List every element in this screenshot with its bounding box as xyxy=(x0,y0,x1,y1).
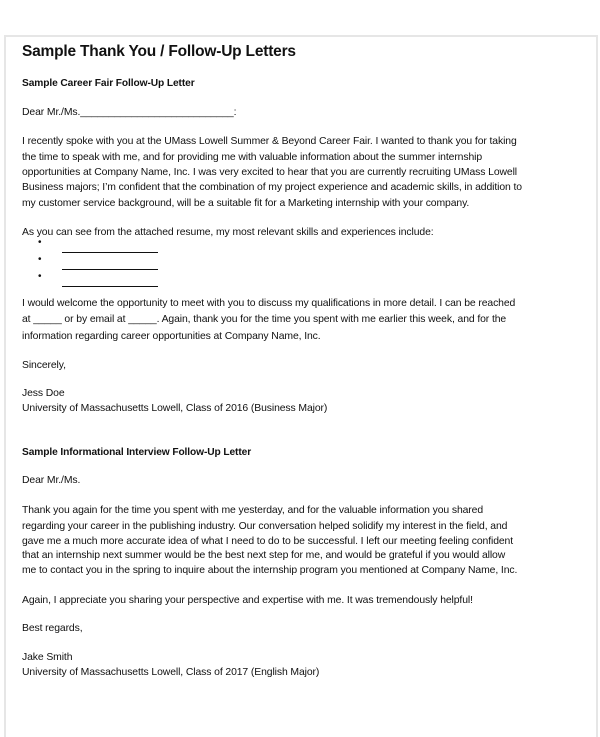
letter1-affiliation: University of Massachusetts Lowell, Class of 2016 (Business Major) xyxy=(22,403,328,414)
letter2-para1-line: me to contact you in the spring to inquire about the internship program you mentioned at Company Name, Inc. xyxy=(22,565,518,576)
bullet-icon: • xyxy=(38,254,42,265)
letter1-para1-line: I recently spoke with you at the UMass Lowell Summer & Beyond Career Fair. I wanted to thank you for taking xyxy=(22,136,517,147)
letter1-salutation: Dear Mr./Ms.___________________________: xyxy=(22,107,237,118)
letter2-para1-line: gave me a much more accurate idea of what I need to do to be successful. I left our meeting feeling confident xyxy=(22,536,514,547)
letter2-name: Jake Smith xyxy=(22,652,73,663)
letter2-para1-line: regarding your career in the publishing industry. Our conversation helped solidify my interest in the field, and xyxy=(22,521,508,532)
letter2-para1-line: that an internship next summer would be the best next step for me, and would be grateful if you would allow xyxy=(22,550,506,561)
letter1-para3-line: at _____ or by email at _____. Again, thank you for the time you spent with me earlier this week, and for the xyxy=(22,314,507,325)
letter2-affiliation: University of Massachusetts Lowell, Class of 2017 (English Major) xyxy=(22,667,320,678)
bullet-icon: • xyxy=(38,271,42,282)
blank-line xyxy=(62,269,158,270)
letter1-name: Jess Doe xyxy=(22,388,65,399)
letter1-para1-line: Business majors; I’m confident that the combination of my project experience and academic skills, in addition to xyxy=(22,182,522,193)
letter1-para3-line: information regarding career opportunities at Company Name, Inc. xyxy=(22,331,321,342)
document-title: Sample Thank You / Follow-Up Letters xyxy=(22,43,296,60)
letter2-para1-line: Thank you again for the time you spent with me yesterday, and for the valuable information you shared xyxy=(22,505,484,516)
letter1-para1-line: opportunities at Company Name, Inc. I was very excited to hear that you are currently recruiting UMass Lowell xyxy=(22,167,518,178)
letter2-salutation: Dear Mr./Ms. xyxy=(22,475,81,486)
blank-line xyxy=(62,252,158,253)
letter2-closing: Best regards, xyxy=(22,623,83,634)
letter1-para1-line: my customer service background, will be a suitable fit for a Marketing internship with your company. xyxy=(22,198,470,209)
letter2-heading: Sample Informational Interview Follow-Up Letter xyxy=(22,447,252,458)
letter1-para1-line: the time to speak with me, and for providing me with valuable information about the summer internship xyxy=(22,152,483,163)
letter1-para2: As you can see from the attached resume, my most relevant skills and experiences include: xyxy=(22,227,434,238)
letter1-para3-line: I would welcome the opportunity to meet with you to discuss my qualifications in more detail. I can be reached xyxy=(22,298,516,309)
letter1-heading: Sample Career Fair Follow-Up Letter xyxy=(22,78,195,89)
letter1-closing: Sincerely, xyxy=(22,360,66,371)
blank-line xyxy=(62,286,158,287)
letter2-para2: Again, I appreciate you sharing your perspective and expertise with me. It was tremendously helpful! xyxy=(22,595,473,606)
bullet-icon: • xyxy=(38,237,42,248)
